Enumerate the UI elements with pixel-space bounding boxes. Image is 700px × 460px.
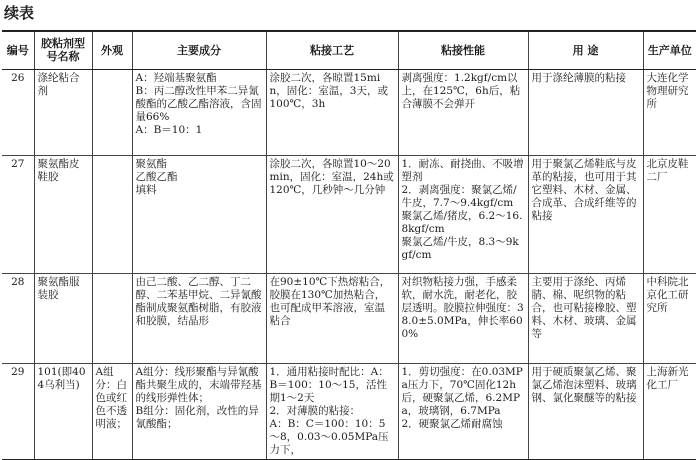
table-row [2, 273, 696, 363]
cell-usage: 用于涤纶薄膜的粘接 [528, 69, 643, 155]
cell-no: 29 [2, 363, 34, 459]
cell-composition: 聚氨酯 乙酸乙酯 填料 [132, 155, 266, 273]
header-row [2, 31, 696, 69]
cell-name: 聚氨酯服装胶 [34, 273, 92, 363]
cell-no: 26 [2, 69, 34, 155]
table-row [2, 363, 696, 459]
cell-process: 1．通用粘接时配比：A：B＝100：10～15，活性期1～2天 2．对薄膜的粘接： A：B：C＝100：10：5～8，0.03～0.05MPa压力下， [266, 363, 398, 459]
table-row [2, 155, 696, 273]
cell-process: 涂胶二次，各晾置15min，固化：室温，3天，或100℃，3h [266, 69, 398, 155]
cell-name: 聚氨酯皮鞋胶 [34, 155, 92, 273]
cell-usage: 用于硬质聚氯乙烯、聚氯乙烯泡沫塑料、玻璃钢、氯化聚醚等的粘接 [528, 363, 643, 459]
cell-name: 涤纶粘合剂 [34, 69, 92, 155]
cell-manufacturer: 中科院北京化工研究所 [643, 273, 696, 363]
cell-manufacturer: 大连化学物理研究所 [643, 69, 696, 155]
cell-composition: A组分：线形聚酯与异氰酸酯共聚生成的，末端带羟基的线形弹性体； B组分：固化剂，改性的异氰酸酯； [132, 363, 266, 459]
cell-appearance [92, 155, 132, 273]
header-performance: 粘接性能 [398, 31, 528, 69]
cell-usage: 用于聚氯乙烯鞋底与皮革的粘接，也可用于其它塑料、木材、金属、合成革、合成纤维等的粘接 [528, 155, 643, 273]
cell-composition: A：羟端基聚氨酯 B：丙二醇改性甲苯二异氰酸酯的乙酸乙酯溶液，含固量66% A：B＝10：1 [132, 69, 266, 155]
header-appearance: 外观 [92, 31, 132, 69]
cell-process: 涂胶二次，各晾置10～20min，固化：室温，24h或120℃，几秒钟～几分钟 [266, 155, 398, 273]
header-usage: 用 途 [528, 31, 643, 69]
cell-appearance: A组分：白色或红色不透明液； [92, 363, 132, 459]
cell-appearance [92, 69, 132, 155]
table-row [2, 69, 696, 155]
cell-no: 28 [2, 273, 34, 363]
cell-appearance [92, 273, 132, 363]
cell-manufacturer: 上海新光化工厂 [643, 363, 696, 459]
cell-name: 101(即404乌利当) [34, 363, 92, 459]
cell-process: 在90±10℃下热熔粘合，胶膜在130℃加热粘合，也可配成甲苯溶液，室温粘合 [266, 273, 398, 363]
header-process: 粘接工艺 [266, 31, 398, 69]
cell-performance: 1．剪切强度：在0.03MPa压力下，70℃固化12h后，硬聚氯乙烯，6.2MPa，玻璃钢，6.7MPa 2．硬聚氯乙烯耐腐蚀 [398, 363, 528, 459]
cell-performance: 1．耐冻、耐挠曲、不吸增塑剂 2．剥离强度：聚氯乙烯/牛皮，7.7～9.4kgf/cm 聚氯乙烯/猪皮，6.2～16.8kgf/cm 聚氯乙烯/牛皮，8.3～9kgf/cm [398, 155, 528, 273]
header-name: 胶粘剂型号名称 [34, 31, 92, 69]
header-no: 编号 [2, 31, 34, 69]
cell-manufacturer: 北京皮鞋二厂 [643, 155, 696, 273]
header-manufacturer: 生产单位 [643, 31, 696, 69]
cell-performance: 对织物粘接力强，手感柔软，耐水洗，耐老化，胶层透明。胶膜拉伸强度：38.0±5.0MPa，伸长率600% [398, 273, 528, 363]
cell-usage: 主要用于涤纶、丙烯腈、棉、呢织物的粘合，也可粘接橡胶、塑料、木材、玻璃、金属等 [528, 273, 643, 363]
cell-composition: 由己二酸、乙二醇、丁二醇、二苯基甲烷、二异氰酸酯制成聚氨酯树脂，有胶液和胶膜，结晶形 [132, 273, 266, 363]
cell-no: 27 [2, 155, 34, 273]
table-caption: 续表 [4, 4, 35, 22]
cell-performance: 剥离强度：1.2kgf/cm以上，在125℃，6h后，粘合薄膜不会弹开 [398, 69, 528, 155]
header-composition: 主要成分 [132, 31, 266, 69]
adhesive-table [2, 30, 696, 460]
